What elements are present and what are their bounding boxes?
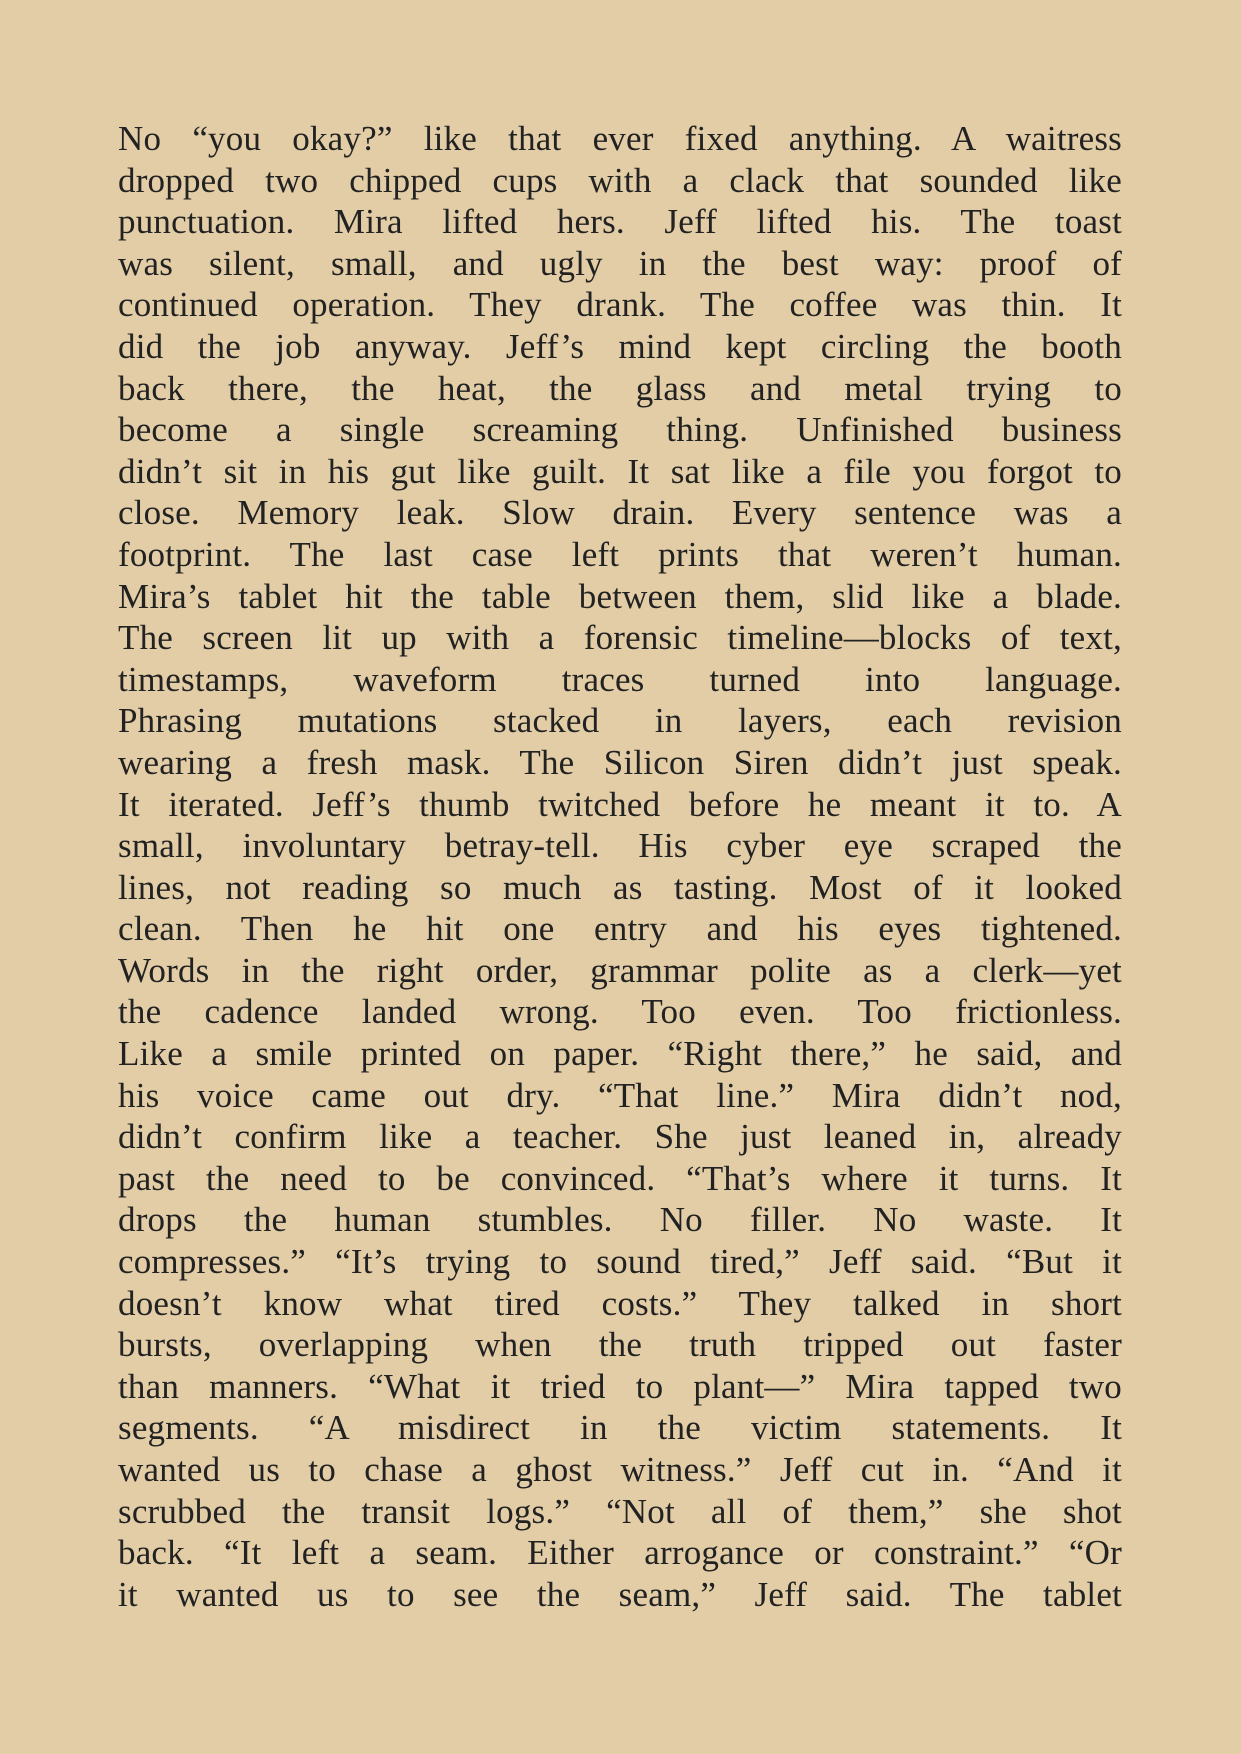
text-line: wanted us to chase a ghost witness.” Jeff cut in. “And it [118,1450,1122,1489]
text-line: drops the human stumbles. No filler. No waste. It [118,1200,1122,1240]
text-line: did the job anyway. Jeff’s mind kept circling the booth [118,326,1122,366]
text-line: dropped two chipped cups with a clack that sounded like [118,160,1122,200]
text-line: It iterated. Jeff’s thumb twitched before he meant it to. A [118,784,1122,824]
text-line: wearing a fresh mask. The Silicon Siren didn’t just speak. [118,742,1122,782]
text-line: close. Memory leak. Slow drain. Every sentence was a [118,493,1122,533]
text-line: back. “It left a seam. Either arrogance or constraint.” “Or [118,1533,1122,1573]
text-line: his voice came out dry. “That line.” Mira didn’t nod, [118,1075,1122,1115]
text-line: footprint. The last case left prints that weren’t human. [118,534,1122,574]
text-line: didn’t sit in his gut like guilt. It sat like a file you forgot to [118,451,1122,491]
text-line: become a single screaming thing. Unfinished business [118,410,1122,450]
text-line: The screen lit up with a forensic timeline—blocks of text, [118,618,1122,658]
text-line: segments. “A misdirect in the victim statements. It [118,1408,1122,1448]
text-line: compresses.” “It’s trying to sound tired,” Jeff said. “But it [118,1242,1122,1282]
text-line: clean. Then he hit one entry and his eyes tightened. [118,909,1122,949]
text-line: No “you okay?” like that ever fixed anything. A waitress [118,119,1122,158]
body-text-block [118,118,1122,1615]
text-line: doesn’t know what tired costs.” They talked in short [118,1283,1122,1323]
text-line: didn’t confirm like a teacher. She just leaned in, already [118,1117,1122,1157]
text-line: Phrasing mutations stacked in layers, each revision [118,701,1122,741]
text-line: Words in the right order, grammar polite as a clerk—yet [118,950,1122,990]
text-line: punctuation. Mira lifted hers. Jeff lifted his. The toast [118,202,1122,242]
text-line: continued operation. They drank. The coffee was thin. It [118,285,1122,325]
text-line: it wanted us to see the seam,” Jeff said. The tablet [118,1574,1122,1614]
text-line: Mira’s tablet hit the table between them, slid like a blade. [118,576,1122,616]
text-line: small, involuntary betray-tell. His cyber eye scraped the [118,826,1122,866]
text-line: back there, the heat, the glass and metal trying to [118,368,1122,408]
text-line: the cadence landed wrong. Too even. Too frictionless. [118,992,1122,1032]
text-line: Like a smile printed on paper. “Right there,” he said, and [118,1034,1122,1074]
text-line: scrubbed the transit logs.” “Not all of them,” she shot [118,1491,1122,1531]
text-line: bursts, overlapping when the truth tripped out faster [118,1325,1122,1365]
text-line: was silent, small, and ugly in the best way: proof of [118,243,1122,283]
text-line: lines, not reading so much as tasting. Most of it looked [118,867,1122,907]
text-line: than manners. “What it tried to plant—” Mira tapped two [118,1366,1122,1406]
text-line: past the need to be convinced. “That’s where it turns. It [118,1158,1122,1198]
text-line: timestamps, waveform traces turned into language. [118,659,1122,699]
document-page [118,118,1122,1615]
